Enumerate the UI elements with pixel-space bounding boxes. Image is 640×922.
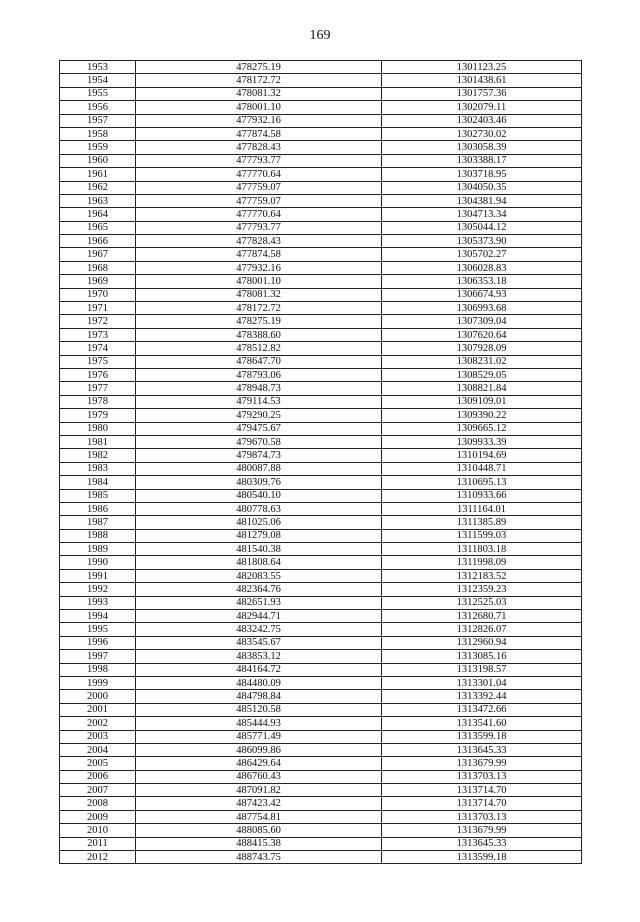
table-row — [60, 837, 582, 850]
y-coordinate-cell: 1312960.94 — [382, 636, 582, 649]
y-coordinate-cell: 1307620.64 — [382, 328, 582, 341]
table-row — [60, 502, 582, 515]
x-coordinate-cell: 477770.64 — [136, 208, 382, 221]
point-number-cell: 1980 — [60, 422, 136, 435]
point-number-cell: 1959 — [60, 141, 136, 154]
y-coordinate-cell: 1312826.07 — [382, 623, 582, 636]
y-coordinate-cell: 1304050.35 — [382, 181, 582, 194]
x-coordinate-cell: 481025.06 — [136, 516, 382, 529]
table-row — [60, 476, 582, 489]
x-coordinate-cell: 478172.72 — [136, 302, 382, 315]
y-coordinate-cell: 1308821.84 — [382, 382, 582, 395]
table-row — [60, 395, 582, 408]
y-coordinate-cell: 1305702.27 — [382, 248, 582, 261]
table-row — [60, 422, 582, 435]
y-coordinate-cell: 1313301.04 — [382, 676, 582, 689]
x-coordinate-cell: 487091.82 — [136, 784, 382, 797]
y-coordinate-cell: 1310194.69 — [382, 449, 582, 462]
y-coordinate-cell: 1310448.71 — [382, 462, 582, 475]
table-row — [60, 235, 582, 248]
point-number-cell: 1953 — [60, 61, 136, 74]
point-number-cell: 1966 — [60, 235, 136, 248]
point-number-cell: 1973 — [60, 328, 136, 341]
y-coordinate-cell: 1313198.57 — [382, 663, 582, 676]
point-number-cell: 2010 — [60, 824, 136, 837]
y-coordinate-cell: 1302403.46 — [382, 114, 582, 127]
x-coordinate-cell: 479874.73 — [136, 449, 382, 462]
y-coordinate-cell: 1303058.39 — [382, 141, 582, 154]
y-coordinate-cell: 1310695.13 — [382, 476, 582, 489]
table-row — [60, 221, 582, 234]
x-coordinate-cell: 485120.58 — [136, 703, 382, 716]
point-number-cell: 1981 — [60, 435, 136, 448]
point-number-cell: 1983 — [60, 462, 136, 475]
point-number-cell: 1961 — [60, 168, 136, 181]
table-row — [60, 288, 582, 301]
point-number-cell: 2007 — [60, 784, 136, 797]
point-number-cell: 1964 — [60, 208, 136, 221]
table-row — [60, 690, 582, 703]
point-number-cell: 1962 — [60, 181, 136, 194]
page-number: 169 — [309, 28, 331, 43]
x-coordinate-cell: 484798.84 — [136, 690, 382, 703]
table-row — [60, 355, 582, 368]
table-row — [60, 168, 582, 181]
y-coordinate-cell: 1308231.02 — [382, 355, 582, 368]
x-coordinate-cell: 486099.86 — [136, 743, 382, 756]
x-coordinate-cell: 483545.67 — [136, 636, 382, 649]
table-row — [60, 141, 582, 154]
x-coordinate-cell: 488743.75 — [136, 851, 382, 864]
table-row — [60, 663, 582, 676]
point-number-cell: 1991 — [60, 569, 136, 582]
point-number-cell: 2009 — [60, 810, 136, 823]
point-number-cell: 1969 — [60, 275, 136, 288]
x-coordinate-cell: 477770.64 — [136, 168, 382, 181]
y-coordinate-cell: 1301438.61 — [382, 74, 582, 87]
x-coordinate-cell: 480540.10 — [136, 489, 382, 502]
point-number-cell: 1979 — [60, 409, 136, 422]
x-coordinate-cell: 483853.12 — [136, 650, 382, 663]
table-row — [60, 851, 582, 864]
y-coordinate-cell: 1311164.01 — [382, 502, 582, 515]
x-coordinate-cell: 478275.19 — [136, 61, 382, 74]
y-coordinate-cell: 1307928.09 — [382, 342, 582, 355]
table-row — [60, 556, 582, 569]
x-coordinate-cell: 482651.93 — [136, 596, 382, 609]
x-coordinate-cell: 479114.53 — [136, 395, 382, 408]
x-coordinate-cell: 478172.72 — [136, 74, 382, 87]
x-coordinate-cell: 486429.64 — [136, 757, 382, 770]
x-coordinate-cell: 487754.81 — [136, 810, 382, 823]
table-row — [60, 328, 582, 341]
x-coordinate-cell: 480309.76 — [136, 476, 382, 489]
table-row — [60, 194, 582, 207]
point-number-cell: 1994 — [60, 610, 136, 623]
x-coordinate-cell: 479475.67 — [136, 422, 382, 435]
y-coordinate-cell: 1305044.12 — [382, 221, 582, 234]
x-coordinate-cell: 477932.16 — [136, 114, 382, 127]
point-number-cell: 2006 — [60, 770, 136, 783]
point-number-cell: 1987 — [60, 516, 136, 529]
x-coordinate-cell: 481279.08 — [136, 529, 382, 542]
y-coordinate-cell: 1301757.36 — [382, 87, 582, 100]
table-row — [60, 114, 582, 127]
x-coordinate-cell: 479290.25 — [136, 409, 382, 422]
table-row — [60, 382, 582, 395]
point-number-cell: 1995 — [60, 623, 136, 636]
x-coordinate-cell: 481808.64 — [136, 556, 382, 569]
x-coordinate-cell: 477759.07 — [136, 194, 382, 207]
y-coordinate-cell: 1313645.33 — [382, 837, 582, 850]
x-coordinate-cell: 482364.76 — [136, 583, 382, 596]
table-row — [60, 409, 582, 422]
y-coordinate-cell: 1311803.18 — [382, 543, 582, 556]
table-row — [60, 489, 582, 502]
x-coordinate-cell: 478001.10 — [136, 101, 382, 114]
x-coordinate-cell: 482083.55 — [136, 569, 382, 582]
point-number-cell: 1985 — [60, 489, 136, 502]
table-row — [60, 623, 582, 636]
coordinates-table — [59, 60, 582, 864]
point-number-cell: 1974 — [60, 342, 136, 355]
table-row — [60, 435, 582, 448]
y-coordinate-cell: 1309109.01 — [382, 395, 582, 408]
point-number-cell: 1957 — [60, 114, 136, 127]
y-coordinate-cell: 1304381.94 — [382, 194, 582, 207]
y-coordinate-cell: 1311998.09 — [382, 556, 582, 569]
x-coordinate-cell: 477793.77 — [136, 154, 382, 167]
point-number-cell: 1993 — [60, 596, 136, 609]
table-row — [60, 154, 582, 167]
point-number-cell: 1968 — [60, 261, 136, 274]
table-row — [60, 703, 582, 716]
table-row — [60, 650, 582, 663]
x-coordinate-cell: 488085.60 — [136, 824, 382, 837]
point-number-cell: 1986 — [60, 502, 136, 515]
point-number-cell: 1976 — [60, 368, 136, 381]
x-coordinate-cell: 486760.43 — [136, 770, 382, 783]
point-number-cell: 1963 — [60, 194, 136, 207]
x-coordinate-cell: 477932.16 — [136, 261, 382, 274]
y-coordinate-cell: 1309390.22 — [382, 409, 582, 422]
y-coordinate-cell: 1312525.03 — [382, 596, 582, 609]
x-coordinate-cell: 478388.60 — [136, 328, 382, 341]
point-number-cell: 2002 — [60, 717, 136, 730]
table-row — [60, 797, 582, 810]
point-number-cell: 2001 — [60, 703, 136, 716]
x-coordinate-cell: 477759.07 — [136, 181, 382, 194]
x-coordinate-cell: 477828.43 — [136, 141, 382, 154]
x-coordinate-cell: 478948.73 — [136, 382, 382, 395]
y-coordinate-cell: 1309665.12 — [382, 422, 582, 435]
x-coordinate-cell: 477874.58 — [136, 127, 382, 140]
table-row — [60, 730, 582, 743]
y-coordinate-cell: 1313085.16 — [382, 650, 582, 663]
table-row — [60, 717, 582, 730]
table-row — [60, 261, 582, 274]
table-row — [60, 275, 582, 288]
y-coordinate-cell: 1313714.70 — [382, 784, 582, 797]
y-coordinate-cell: 1313472.66 — [382, 703, 582, 716]
table-row — [60, 87, 582, 100]
table-row — [60, 610, 582, 623]
table-row — [60, 824, 582, 837]
x-coordinate-cell: 484164.72 — [136, 663, 382, 676]
x-coordinate-cell: 485771.49 — [136, 730, 382, 743]
x-coordinate-cell: 478793.06 — [136, 368, 382, 381]
point-number-cell: 1999 — [60, 676, 136, 689]
x-coordinate-cell: 477828.43 — [136, 235, 382, 248]
y-coordinate-cell: 1307309.04 — [382, 315, 582, 328]
table-row — [60, 596, 582, 609]
x-coordinate-cell: 480087.88 — [136, 462, 382, 475]
point-number-cell: 2012 — [60, 851, 136, 864]
table-row — [60, 302, 582, 315]
y-coordinate-cell: 1306353.18 — [382, 275, 582, 288]
y-coordinate-cell: 1301123.25 — [382, 61, 582, 74]
table-row — [60, 368, 582, 381]
table-row — [60, 127, 582, 140]
table-row — [60, 516, 582, 529]
table-row — [60, 529, 582, 542]
y-coordinate-cell: 1313703.13 — [382, 810, 582, 823]
y-coordinate-cell: 1313541.60 — [382, 717, 582, 730]
y-coordinate-cell: 1308529.05 — [382, 368, 582, 381]
y-coordinate-cell: 1313703.13 — [382, 770, 582, 783]
table-row — [60, 208, 582, 221]
y-coordinate-cell: 1303718.95 — [382, 168, 582, 181]
point-number-cell: 1960 — [60, 154, 136, 167]
x-coordinate-cell: 484480.09 — [136, 676, 382, 689]
point-number-cell: 2004 — [60, 743, 136, 756]
y-coordinate-cell: 1303388.17 — [382, 154, 582, 167]
y-coordinate-cell: 1313679.99 — [382, 757, 582, 770]
point-number-cell: 2003 — [60, 730, 136, 743]
point-number-cell: 1977 — [60, 382, 136, 395]
y-coordinate-cell: 1313714.70 — [382, 797, 582, 810]
x-coordinate-cell: 478512.82 — [136, 342, 382, 355]
x-coordinate-cell: 478275.19 — [136, 315, 382, 328]
table-row — [60, 636, 582, 649]
table-row — [60, 784, 582, 797]
y-coordinate-cell: 1306674.93 — [382, 288, 582, 301]
point-number-cell: 1992 — [60, 583, 136, 596]
point-number-cell: 1990 — [60, 556, 136, 569]
point-number-cell: 1954 — [60, 74, 136, 87]
point-number-cell: 1971 — [60, 302, 136, 315]
point-number-cell: 1955 — [60, 87, 136, 100]
x-coordinate-cell: 487423.42 — [136, 797, 382, 810]
table-row — [60, 543, 582, 556]
table-row — [60, 583, 582, 596]
y-coordinate-cell: 1313392.44 — [382, 690, 582, 703]
table-row — [60, 676, 582, 689]
y-coordinate-cell: 1304713.34 — [382, 208, 582, 221]
point-number-cell: 2011 — [60, 837, 136, 850]
y-coordinate-cell: 1302079.11 — [382, 101, 582, 114]
point-number-cell: 1975 — [60, 355, 136, 368]
y-coordinate-cell: 1306028.83 — [382, 261, 582, 274]
point-number-cell: 1988 — [60, 529, 136, 542]
x-coordinate-cell: 478081.32 — [136, 288, 382, 301]
y-coordinate-cell: 1302730.02 — [382, 127, 582, 140]
point-number-cell: 1970 — [60, 288, 136, 301]
point-number-cell: 1998 — [60, 663, 136, 676]
point-number-cell: 2000 — [60, 690, 136, 703]
point-number-cell: 1997 — [60, 650, 136, 663]
y-coordinate-cell: 1311385.89 — [382, 516, 582, 529]
table-row — [60, 181, 582, 194]
y-coordinate-cell: 1309933.39 — [382, 435, 582, 448]
table-row — [60, 462, 582, 475]
y-coordinate-cell: 1312359.23 — [382, 583, 582, 596]
point-number-cell: 1996 — [60, 636, 136, 649]
table-row — [60, 757, 582, 770]
x-coordinate-cell: 481540.38 — [136, 543, 382, 556]
table-row — [60, 101, 582, 114]
table-row — [60, 74, 582, 87]
table-row — [60, 342, 582, 355]
y-coordinate-cell: 1306993.68 — [382, 302, 582, 315]
point-number-cell: 1967 — [60, 248, 136, 261]
y-coordinate-cell: 1310933.66 — [382, 489, 582, 502]
point-number-cell: 1978 — [60, 395, 136, 408]
y-coordinate-cell: 1312183.52 — [382, 569, 582, 582]
table-row — [60, 61, 582, 74]
x-coordinate-cell: 480778.63 — [136, 502, 382, 515]
point-number-cell: 1958 — [60, 127, 136, 140]
x-coordinate-cell: 477874.58 — [136, 248, 382, 261]
x-coordinate-cell: 482944.71 — [136, 610, 382, 623]
x-coordinate-cell: 483242.75 — [136, 623, 382, 636]
x-coordinate-cell: 479670.58 — [136, 435, 382, 448]
point-number-cell: 1965 — [60, 221, 136, 234]
x-coordinate-cell: 478081.32 — [136, 87, 382, 100]
point-number-cell: 2005 — [60, 757, 136, 770]
x-coordinate-cell: 488415.38 — [136, 837, 382, 850]
x-coordinate-cell: 477793.77 — [136, 221, 382, 234]
table-row — [60, 770, 582, 783]
y-coordinate-cell: 1311599.03 — [382, 529, 582, 542]
y-coordinate-cell: 1313599.18 — [382, 851, 582, 864]
table-row — [60, 315, 582, 328]
x-coordinate-cell: 478647.70 — [136, 355, 382, 368]
table-row — [60, 743, 582, 756]
coordinates-table-body — [60, 61, 582, 864]
table-row — [60, 248, 582, 261]
point-number-cell: 1972 — [60, 315, 136, 328]
point-number-cell: 1982 — [60, 449, 136, 462]
x-coordinate-cell: 485444.93 — [136, 717, 382, 730]
table-row — [60, 569, 582, 582]
y-coordinate-cell: 1312680.71 — [382, 610, 582, 623]
point-number-cell: 1956 — [60, 101, 136, 114]
x-coordinate-cell: 478001.10 — [136, 275, 382, 288]
y-coordinate-cell: 1313599.18 — [382, 730, 582, 743]
point-number-cell: 1989 — [60, 543, 136, 556]
table-row — [60, 810, 582, 823]
y-coordinate-cell: 1313679.99 — [382, 824, 582, 837]
table-row — [60, 449, 582, 462]
point-number-cell: 2008 — [60, 797, 136, 810]
y-coordinate-cell: 1313645.33 — [382, 743, 582, 756]
y-coordinate-cell: 1305373.90 — [382, 235, 582, 248]
point-number-cell: 1984 — [60, 476, 136, 489]
